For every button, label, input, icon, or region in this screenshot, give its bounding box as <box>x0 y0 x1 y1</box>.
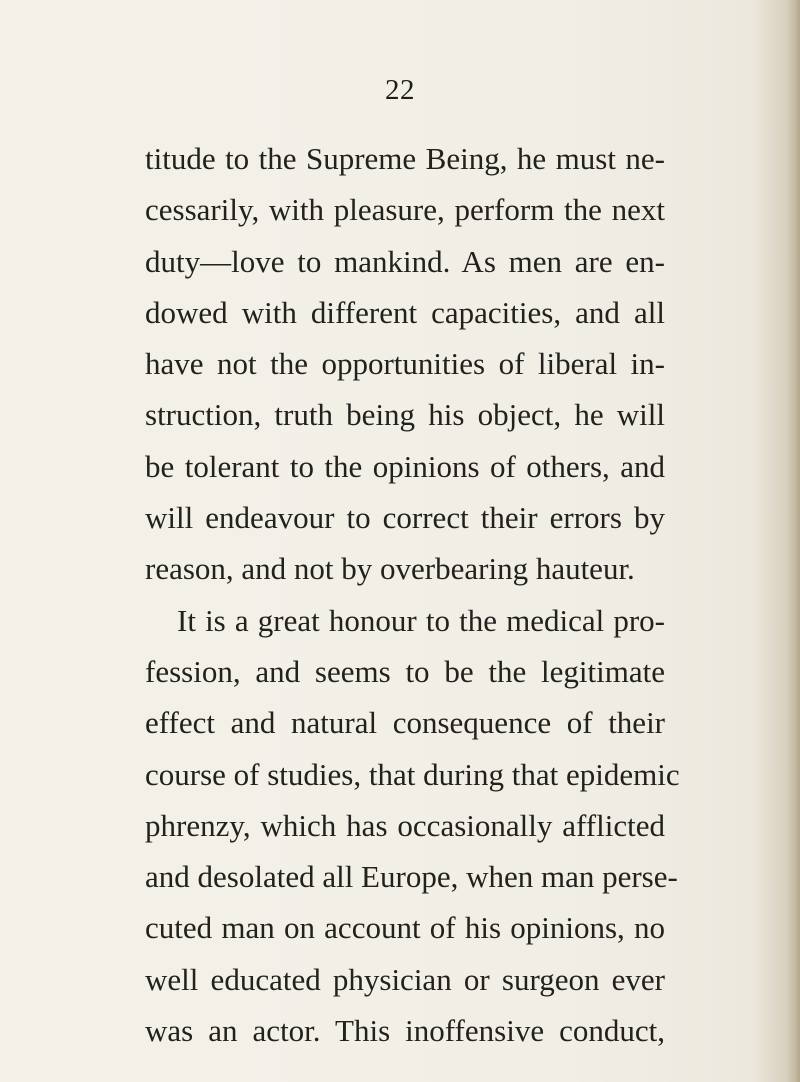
page-edge-shadow <box>786 0 800 1082</box>
text-line: titude to the Supreme Being, he must ne- <box>145 141 665 176</box>
text-line: cuted man on account of his opinions, no <box>145 910 665 946</box>
text-line: fession, and seems to be the legitimate <box>145 653 665 689</box>
text-line: was an actor. This inoffensive conduct, <box>145 1013 665 1049</box>
text-line: phrenzy, which has occasionally afflicted <box>145 807 665 843</box>
text-line: dowed with different capacities, and all <box>145 294 665 330</box>
text-line: cessarily, with pleasure, perform the next <box>145 192 665 228</box>
text-line: and desolated all Europe, when man perse- <box>145 859 678 895</box>
text-line: effect and natural consequence of their <box>145 705 665 741</box>
page-number: 22 <box>385 74 415 106</box>
paragraph-start-line: It is a great honour to the medical pro- <box>177 602 665 638</box>
text-line: reason, and not by overbearing hauteur. <box>145 551 635 587</box>
text-line: duty—love to mankind. As men are en- <box>145 243 665 279</box>
body-text <box>145 137 680 1060</box>
text-line: course of studies, that during that epidemic <box>145 756 680 792</box>
text-line: be tolerant to the opinions of others, and <box>145 448 665 484</box>
text-line: struction, truth being his object, he will <box>145 397 665 433</box>
text-line: will endeavour to correct their errors by <box>145 500 665 536</box>
text-line: well educated physician or surgeon ever <box>145 961 665 997</box>
text-line: have not the opportunities of liberal in- <box>145 346 665 382</box>
